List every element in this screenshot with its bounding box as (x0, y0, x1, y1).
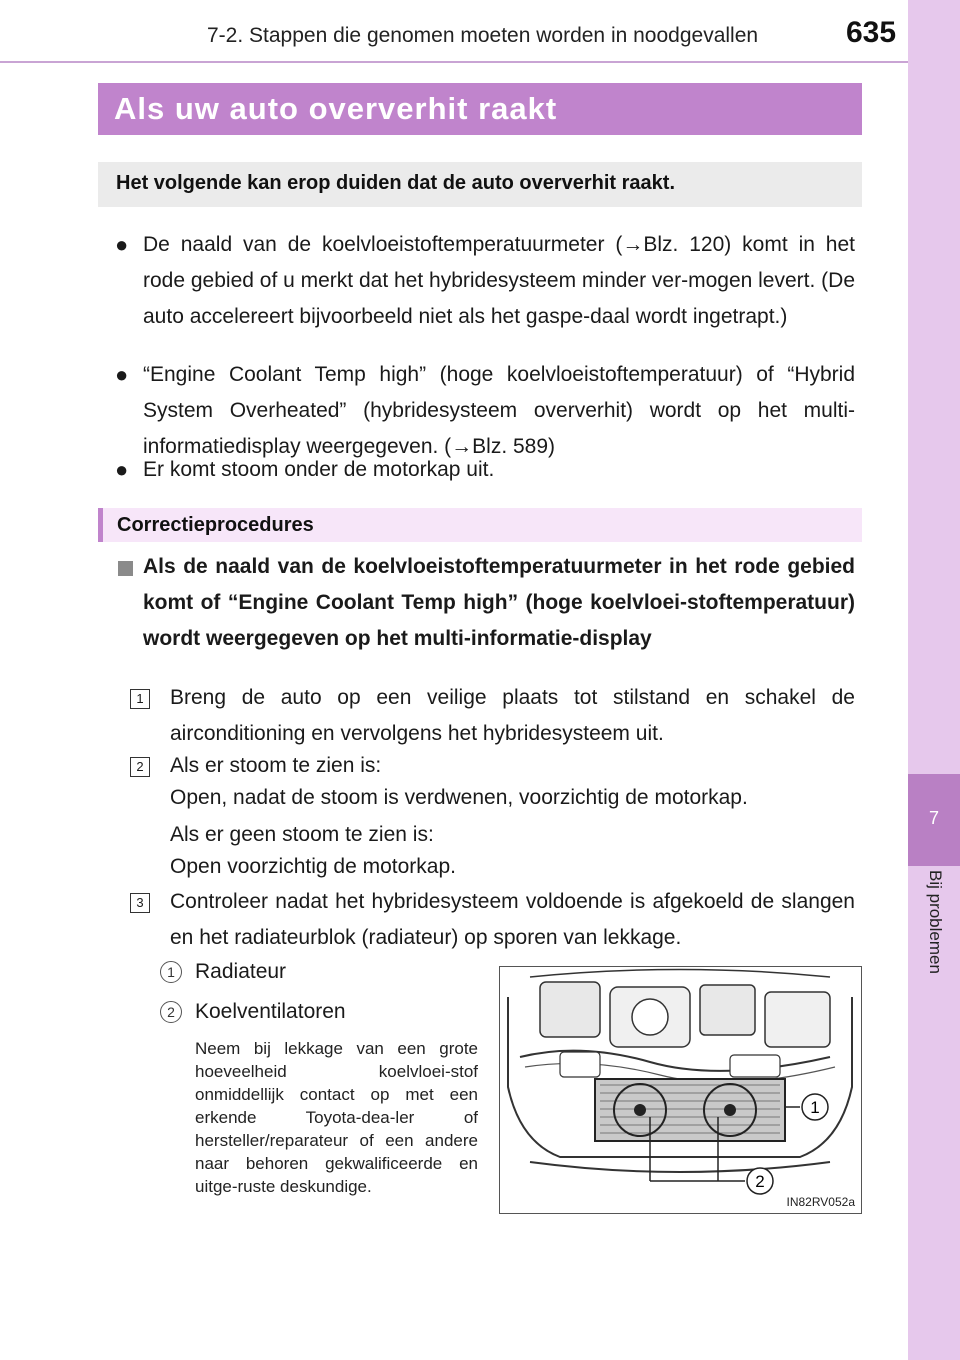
section-title: 7-2. Stappen die genomen moeten worden in noodgevallen (207, 24, 759, 47)
page-title: Als uw auto oververhit raakt (114, 91, 558, 126)
step-number-2: 2 (130, 757, 150, 777)
subheading-bar (98, 508, 862, 542)
callout-1: 1 (810, 1098, 820, 1117)
bullet-text-2: “Engine Coolant Temp high” (hoge koelvloeistoftemperatuur) of “Hybrid System Overheated” (hybridesysteem oververhit) wordt op het multi-informatiedisplay weergegeven. (→Blz. 589) (143, 363, 855, 458)
header-divider (0, 61, 908, 63)
page-number: 635 (846, 16, 897, 49)
condition-heading: Als de naald van de koelvloeistoftemperatuurmeter in het rode gebied komt of “Engine Coolant Temp high” (hoge koelvloei-stoftemperatuur) wordt weergegeven op het multi-informatie-display (143, 555, 855, 650)
intro-text: Het volgende kan erop duiden dat de auto oververhit raakt. (116, 172, 676, 194)
title-banner (98, 83, 862, 135)
step-1-text: Breng de auto op een veilige plaats tot stilstand en schakel de airconditioning en vervolgens het hybridesysteem uit. (170, 686, 855, 745)
intro-bar (98, 162, 862, 207)
bullet-icon: ● (115, 232, 129, 257)
bullet-icon: ● (115, 362, 129, 387)
step-3-text: Controleer nadat het hybridesysteem voldoende is afgekoeld de slangen en het radiateurblok (radiateur) op sporen van lekkage. (170, 890, 855, 949)
side-tab (908, 0, 960, 1360)
leak-note: Neem bij lekkage van een grote hoeveelheid koelvloei-stof onmiddellijk contact op met een erkende Toyota-dea-ler of hersteller/reparateur of een andere naar behoren gekwalificeerde en uitge-ruste deskundige. (195, 1039, 478, 1196)
bullet-text-1: De naald van de koelvloeistoftemperatuurmeter (→Blz. 120) komt in het rode gebied of u merkt dat het hybridesysteem minder ver-mogen levert. (De auto accelereert bijvoorbeeld niet als het gaspe-daal wordt ingetrapt.) (143, 233, 856, 328)
square-bullet-icon (118, 561, 133, 576)
legend-number-2: 2 (160, 1001, 182, 1023)
figure-code: IN82RV052a (786, 1195, 855, 1209)
step-2-line-4: Open voorzichtig de motorkap. (170, 855, 456, 878)
step-2-line-1: Als er stoom te zien is: (170, 754, 382, 777)
step-2-line-3: Als er geen stoom te zien is: (170, 823, 434, 846)
legend-label-1: Radiateur (195, 960, 287, 983)
chapter-tab[interactable] (908, 774, 960, 866)
chapter-number: 7 (928, 808, 939, 828)
engine-bay-illustration (500, 967, 860, 1212)
chapter-label: Bij problemen (926, 870, 945, 974)
legend-label-2: Koelventilatoren (195, 1000, 346, 1023)
legend-number-1: 1 (160, 961, 182, 983)
engine-bay-figure (499, 966, 862, 1214)
bullet-text-3: Er komt stoom onder de motorkap uit. (143, 458, 495, 481)
step-2-line-2: Open, nadat de stoom is verdwenen, voorzichtig de motorkap. (170, 786, 748, 809)
step-number-1: 1 (130, 689, 150, 709)
step-number-3: 3 (130, 893, 150, 913)
callout-2: 2 (755, 1172, 765, 1191)
subheading: Correctieprocedures (117, 514, 314, 536)
bullet-icon: ● (115, 457, 129, 482)
